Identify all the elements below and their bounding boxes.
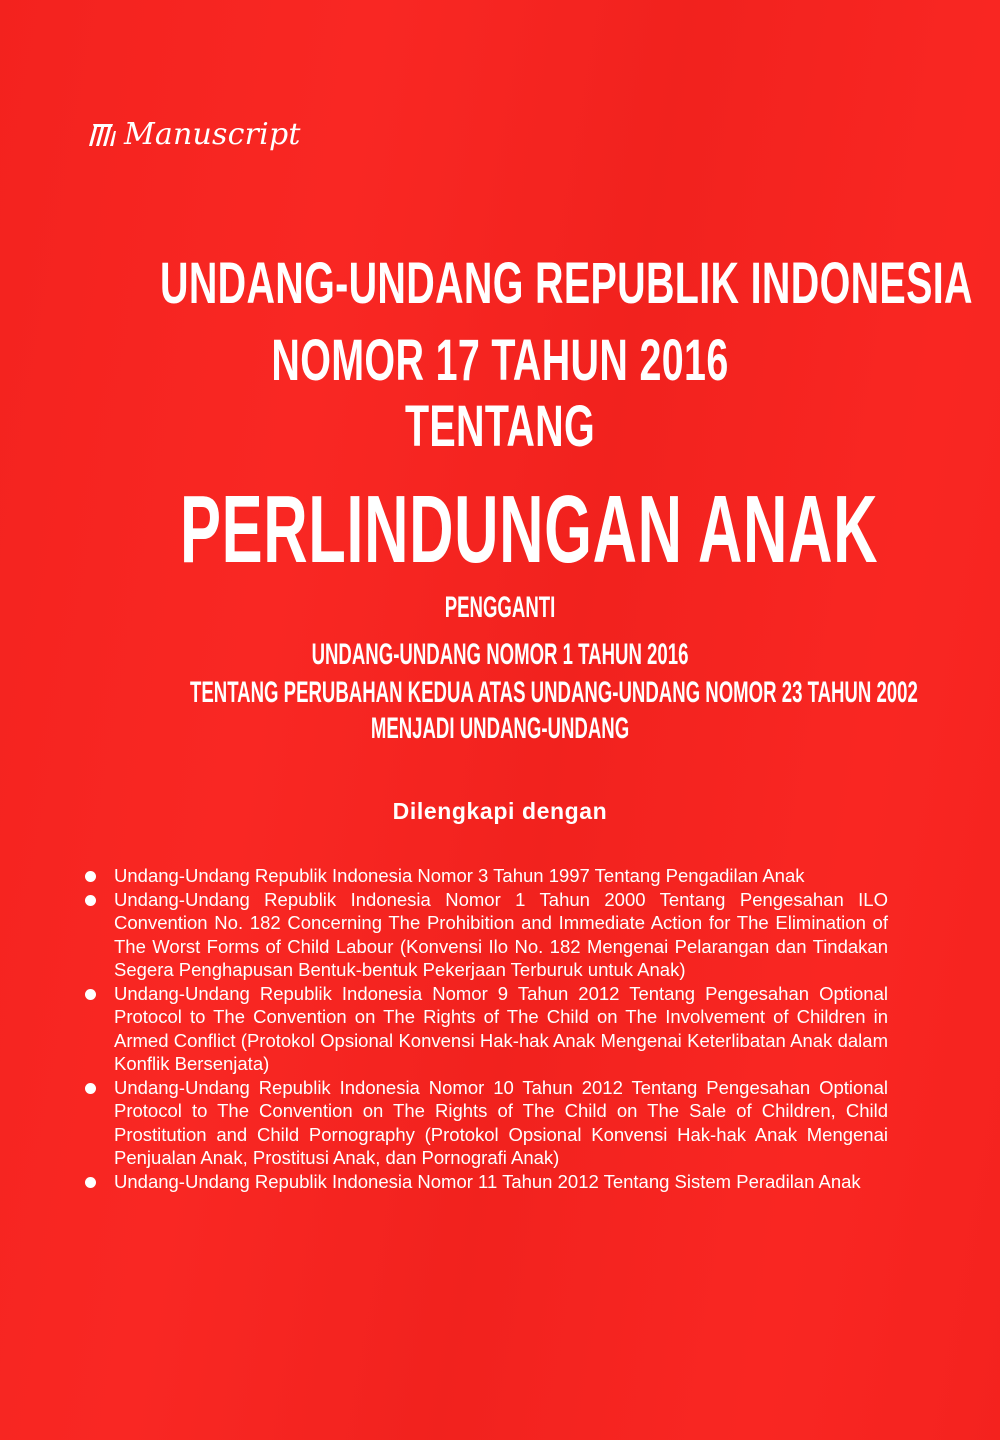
list-item-text: Undang-Undang Republik Indonesia Nomor 9 Tahun 2012 Tentang Pengesahan Optional Protocol to The Convention on The Rights of The Child on The Involvement of Children in Armed Conflict (Protokol Opsional Konvensi Hak-hak Anak Mengenai Keterlibatan Anak dalam Konflik Bersenjata)	[114, 982, 888, 1074]
list-item-text: Undang-Undang Republik Indonesia Nomor 11 Tahun 2012 Tentang Sistem Peradilan Anak	[114, 1170, 861, 1192]
list-item-text: Undang-Undang Republik Indonesia Nomor 3 Tahun 1997 Tentang Pengadilan Anak	[114, 865, 805, 886]
title-line-3: TENTANG	[404, 394, 596, 459]
subtitle-line-4: MENJADI UNDANG-UNDANG	[370, 712, 630, 745]
supplement-list	[82, 864, 888, 1193]
list-item	[82, 1170, 888, 1194]
manuscript-logo-icon	[86, 119, 120, 149]
list-item-text: Undang-Undang Republik Indonesia Nomor 1 Tahun 2000 Tentang Pengesahan ILO Convention No. 182 Concerning The Prohibition and Immediate Action for The Elimination of The Worst Forms of Child Labour (Konvensi Ilo No. 182 Mengenai Pelarangan dan Tindakan Segera Penghapusan Bentuk-bentuk Pekerjaan Terburuk untuk Anak)	[114, 888, 888, 980]
bullet-icon	[85, 871, 96, 882]
bullet-icon	[85, 1083, 96, 1094]
subtitle-line-2: UNDANG-UNDANG NOMOR 1 TAHUN 2016	[311, 638, 689, 671]
bullet-icon	[85, 989, 96, 1000]
title-line-1: UNDANG-UNDANG REPUBLIK INDONESIA	[160, 251, 973, 316]
list-item	[82, 982, 888, 1076]
subtitle-line-3: TENTANG PERUBAHAN KEDUA ATAS UNDANG-UNDANG NOMOR 23 TAHUN 2002	[190, 676, 918, 709]
publisher-name: Manuscript	[124, 116, 301, 152]
publisher-brand	[86, 112, 301, 156]
subtitle-line-1: PENGGANTI	[444, 591, 556, 624]
bullet-icon	[85, 1177, 96, 1188]
list-item	[82, 864, 888, 888]
list-item-text: Undang-Undang Republik Indonesia Nomor 10 Tahun 2012 Tentang Pengesahan Optional Protocol to The Convention on The Rights of The Child on The Sale of Children, Child Prostitution and Child Pornography (Protokol Opsional Konvensi Hak-hak Anak Mengenai Penjualan Anak, Prostitusi Anak, dan Pornografi Anak)	[114, 1076, 888, 1168]
list-item	[82, 1076, 888, 1170]
bullet-icon	[85, 895, 96, 906]
list-item	[82, 888, 888, 982]
supplement-heading: Dilengkapi dengan	[392, 798, 608, 824]
title-line-2: NOMOR 17 TAHUN 2016	[271, 328, 729, 393]
main-title: PERLINDUNGAN ANAK	[180, 476, 879, 583]
